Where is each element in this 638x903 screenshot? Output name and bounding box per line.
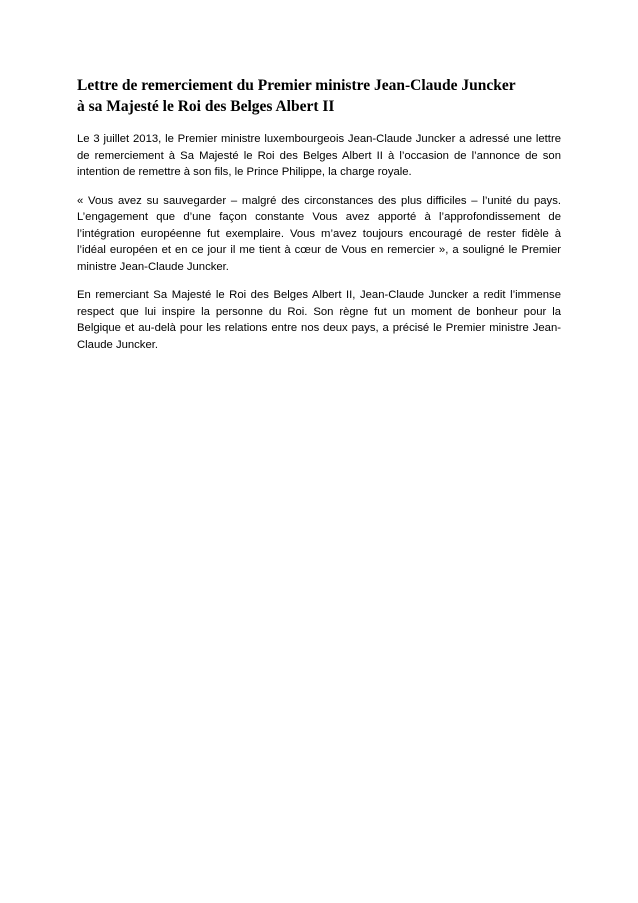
title-line-2: à sa Majesté le Roi des Belges Albert II <box>77 98 335 115</box>
document-title <box>77 75 561 117</box>
paragraph-quote: « Vous avez su sauvegarder – malgré des circonstances des plus difficiles – l’unité du pays. L’engagement que d’une façon constante Vous avez apporté à l’approfondissement de l’intégration européenne fut exemplaire. Vous m’avez toujours encouragé de rester fidèle à l’idéal européen et en ce jour il me tient à cœur de Vous en remercier », a souligné le Premier ministre Jean-Claude Juncker. <box>77 194 561 273</box>
document-body <box>77 75 561 365</box>
paragraph-intro: Le 3 juillet 2013, le Premier ministre luxembourgeois Jean-Claude Juncker a adressé une lettre de remerciement à Sa Majesté le Roi des Belges Albert II à l’occasion de l’annonce de son intention de remettre à son fils, le Prince Philippe, la charge royale. <box>77 133 561 178</box>
title-line-1: Lettre de remerciement du Premier ministre Jean-Claude Juncker <box>77 77 516 94</box>
paragraph-closing: En remerciant Sa Majesté le Roi des Belges Albert II, Jean-Claude Juncker a redit l’immense respect que lui inspire la personne du Roi. Son règne fut un moment de bonheur pour la Belgique et au-delà pour les relations entre nos deux pays, a précisé le Premier ministre Jean-Claude Juncker. <box>77 289 561 351</box>
